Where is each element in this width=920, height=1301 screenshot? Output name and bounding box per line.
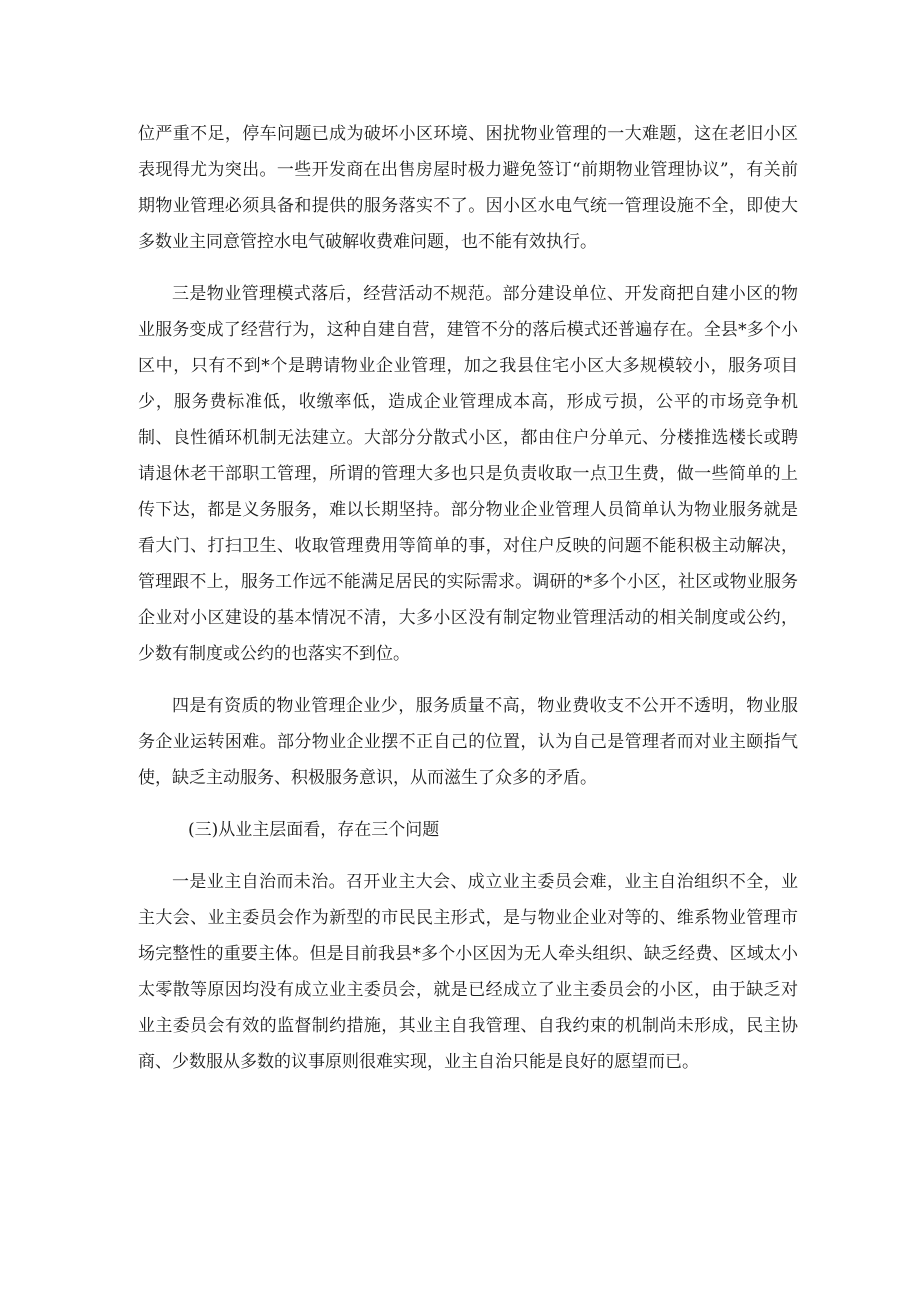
paragraph-continuation: 位严重不足，停车问题已成为破坏小区环境、困扰物业管理的一大难题，这在老旧小区表现得尤为突出。一些开发商在出售房屋时极力避免签订“前期物业管理协议”，有关前期物业管理必须具备和提供的服务落实不了。因小区水电气统一管理设施不全，即使大多数业主同意管控水电气破解收费难问题，也不能有效执行。	[138, 124, 798, 252]
paragraph-point-four: 四是有资质的物业管理企业少，服务质量不高，物业费收支不公开不透明，物业服务企业运转困难。部分物业企业摆不正自己的位置，认为自己是管理者而对业主颐指气使，缺乏主动服务、积极服务意识，从而滋生了众多的矛盾。	[138, 696, 798, 788]
document-body	[138, 116, 798, 1080]
section-heading: (三)从业主层面看，存在三个问题	[188, 820, 440, 840]
paragraph-point-one: 一是业主自治而未治。召开业主大会、成立业主委员会难，业主自治组织不全，业主大会、业主委员会作为新型的市民民主形式，是与物业企业对等的、维系物业管理市场完整性的重要主体。但是目前我县*多个小区因为无人牵头组织、缺乏经费、区域太小太零散等原因均没有成立业主委员会，就是已经成立了业主委员会的小区，由于缺乏对业主委员会有效的监督制约措施，其业主自我管理、自我约束的机制尚未形成，民主协商、少数服从多数的议事原则很难实现，业主自治只能是良好的愿望而已。	[138, 872, 798, 1072]
paragraph-point-three: 三是物业管理模式落后，经营活动不规范。部分建设单位、开发商把自建小区的物业服务变成了经营行为，这种自建自营，建管不分的落后模式还普遍存在。全县*多个小区中，只有不到*个是聘请物业企业管理，加之我县住宅小区大多规模较小，服务项目少，服务费标准低，收缴率低，造成企业管理成本高，形成亏损，公平的市场竞争机制、良性循环机制无法建立。大部分分散式小区，都由住户分单元、分楼推选楼长或聘请退休老干部职工管理，所谓的管理大多也只是负责收取一点卫生费，做一些简单的上传下达，都是义务服务，难以长期坚持。部分物业企业管理人员简单认为物业服务就是看大门、打扫卫生、收取管理费用等简单的事，对住户反映的问题不能积极主动解决，管理跟不上，服务工作远不能满足居民的实际需求。调研的*多个小区，社区或物业服务企业对小区建设的基本情况不清，大多小区没有制定物业管理活动的相关制度或公约，少数有制度或公约的也落实不到位。	[138, 284, 798, 664]
